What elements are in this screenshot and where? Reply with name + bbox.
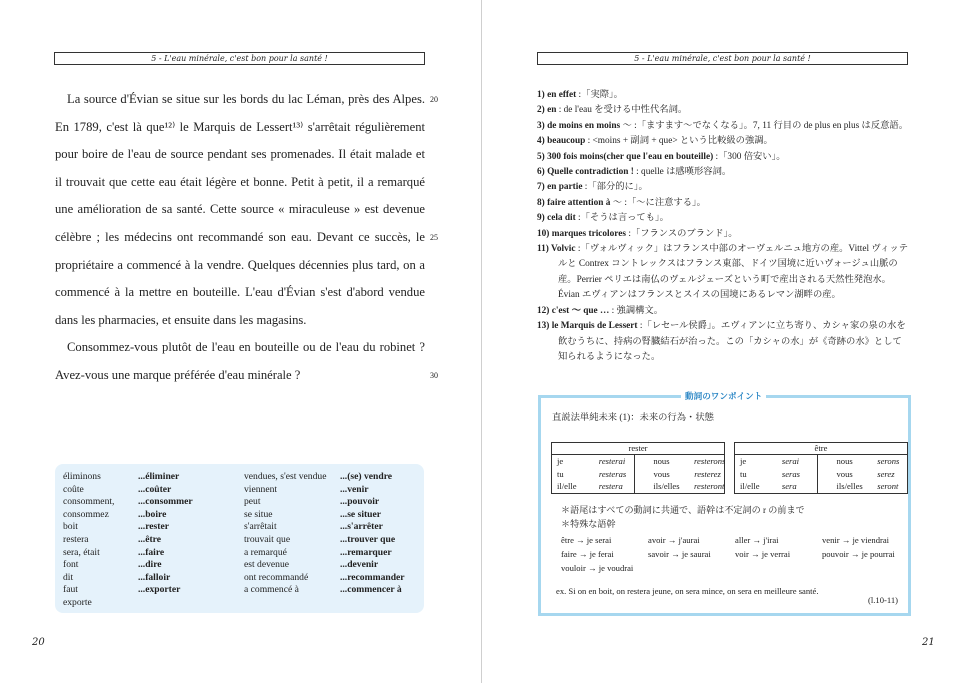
vocab-item: ...boire	[138, 508, 167, 520]
irregular-row	[561, 533, 909, 547]
vocab-item: ...rester	[138, 521, 169, 533]
vocab-item: ...faire	[138, 546, 165, 558]
vocab-item: ...s'arrêter	[340, 521, 383, 533]
note-text: : quelle は感嘆形容詞。	[633, 167, 732, 178]
note-item	[537, 88, 909, 103]
note-term: 10) marques tricolores	[537, 228, 626, 239]
line-number: 25	[430, 233, 438, 242]
vocab-item: ...se situer	[340, 508, 382, 520]
note-text: 〜 :「ますます〜でなくなる」。7, 11 行目の de plus en plus は反意語。	[620, 120, 909, 131]
note-text: :「ヴォルヴィック」はフランス中部のオーヴェルニュ地方の産。Vittel ヴィッテルと Contrex コントレックスはフランス東部、ドイツ国境に近いヴォージュ山脈の産。Perrier ペリエは南仏のヴェルジェーズという町で産出される天然性発泡水。Évian エヴィアンはフランスとスイスの国境にあるレマン湖畔の産。	[558, 244, 909, 301]
vocab-item: éliminons	[63, 471, 101, 482]
left-page	[0, 0, 481, 683]
verb-form: seront	[877, 481, 899, 492]
verb-form: resteras	[598, 468, 627, 479]
vocab-col-forms-2	[244, 471, 326, 597]
note-term: 9) cela dit	[537, 213, 576, 224]
vocab-item: ...trouver que	[340, 533, 396, 545]
vocab-item: viennent	[244, 483, 278, 495]
vocab-item: ...consommer	[138, 496, 193, 508]
conjugation-row	[552, 480, 724, 493]
irregular-form: venir → je viendrai	[822, 535, 890, 545]
vocab-item: ont recommandé	[244, 571, 309, 583]
note-term: 2) en	[537, 105, 557, 116]
vocab-item: se situe	[244, 508, 273, 520]
note-item	[537, 319, 909, 365]
note-term: 1) en effet	[537, 90, 577, 100]
line-number: 20	[430, 95, 438, 104]
pronoun: je	[740, 456, 747, 466]
vocab-item: consommez	[63, 508, 109, 520]
table-divider	[817, 455, 818, 493]
pronoun: tu	[557, 468, 564, 479]
verb-form: sera	[781, 481, 797, 492]
note-text: 〜 :「〜に注意する」。	[610, 197, 706, 208]
note-term: 6) Quelle contradiction !	[537, 167, 634, 178]
vocabulary-box	[55, 464, 424, 613]
irregular-form: pouvoir → je pourrai	[822, 549, 895, 559]
irregular-form: être → je serai	[561, 535, 612, 545]
vocab-col-infinitives-1	[138, 471, 193, 597]
note-item	[537, 180, 909, 195]
paragraph-1: La source d'Évian se situe sur les bords du lac Léman, près des Alpes. En 1789, c'est là que¹²⁾ le Marquis de Lessert¹³⁾ s'arrêtait régulièrement pour boire de l'eau de source pendant ses promenades. Il était malade et il trouvait que cette eau était légère et bonne. Petit à petit, il a remarqué une amélioration de sa santé. Cette source « miraculeuse » est devenue célèbre ; les médecins ont recommandé son eau. Devant ce succès, le propriétaire a commencé à la vendre. Quelques décennies plus tard, on a commencé à la mettre en bouteille. L'eau d'Évian s'est d'abord vendue dans les pharmacies, et ensuite dans les magasins.	[55, 92, 425, 327]
conjugation-row	[552, 455, 724, 468]
grammar-box-title: 動詞のワンポイント	[681, 390, 766, 402]
conjugation-table-etre	[734, 442, 908, 494]
irregular-stems	[561, 533, 909, 575]
vocab-item: ...venir	[340, 483, 369, 495]
irregular-form: faire → je ferai	[561, 549, 614, 559]
vocab-item: ...(se) vendre	[340, 471, 393, 482]
vocab-item: s'arrêtait	[244, 521, 277, 533]
note-item	[537, 119, 909, 134]
irregular-form: avoir → j'aurai	[648, 535, 700, 545]
grammar-notes	[561, 503, 805, 532]
note-text: :「そうは言っても」。	[575, 213, 669, 224]
note-text: :「部分的に」。	[582, 182, 648, 193]
conjugation-row	[552, 468, 724, 481]
vocab-item: a commencé à	[244, 584, 299, 596]
irregular-row	[561, 547, 909, 561]
vocab-item: sera, était	[63, 546, 100, 558]
note-item	[537, 134, 909, 149]
vocab-item: ...devenir	[340, 559, 379, 571]
grammar-note: ＊特殊な語幹	[561, 519, 616, 530]
vocab-item: boit	[63, 521, 78, 533]
note-text: : <moins + 副詞 + que> という比較級の強調。	[585, 136, 773, 147]
grammar-box	[538, 391, 911, 616]
note-term: 4) beaucoup	[537, 136, 586, 147]
example-sentence: ex. Si on en boit, on restera jeune, on sera mince, on sera en meilleure santé.	[556, 586, 819, 596]
verb-form: resterai	[598, 456, 626, 466]
note-text: :「フランスのブランド」。	[626, 228, 738, 239]
vocab-item: exporte	[63, 596, 92, 608]
irregular-form: savoir → je saurai	[648, 549, 711, 559]
vocab-item: faut	[63, 584, 78, 596]
conjugation-verb: être	[735, 443, 907, 455]
note-item	[537, 150, 909, 165]
vocab-item: est devenue	[244, 559, 290, 571]
pronoun: ils/elles	[653, 481, 680, 492]
irregular-form: vouloir → je voudrai	[561, 563, 634, 573]
vocab-item: font	[63, 559, 79, 571]
conjugation-row	[735, 455, 907, 468]
pronoun: ils/elles	[836, 481, 863, 492]
verb-form: resteront	[694, 481, 725, 492]
irregular-form: voir → je verrai	[735, 549, 791, 559]
line-reference: (l.10-11)	[868, 595, 898, 605]
pronoun: je	[557, 456, 564, 466]
vocab-item: ...pouvoir	[340, 496, 380, 508]
vocab-item: ...coûter	[138, 483, 172, 495]
note-item	[537, 165, 909, 180]
vocab-item: dit	[63, 571, 74, 583]
note-term: 5) 300 fois moins(cher que l'eau en bouteille)	[537, 151, 714, 162]
paragraph-2: Consommez-vous plutôt de l'eau en bouteille ou de l'eau du robinet ? Avez-vous une marque préférée d'eau minérale ?	[55, 340, 425, 382]
note-term: 13) le Marquis de Lessert	[537, 321, 638, 332]
page-number: 21	[922, 637, 935, 648]
vocab-item: ...éliminer	[138, 471, 180, 482]
verb-form: serons	[877, 456, 900, 466]
note-item	[537, 304, 909, 319]
note-term: 8) faire attention à	[537, 197, 611, 208]
pronoun: nous	[836, 456, 853, 466]
note-term: 11) Volvic	[537, 244, 576, 255]
vocab-item: trouvait que	[244, 533, 291, 545]
grammar-note: ＊語尾はすべての動詞に共通で、語幹は不定詞の r の前まで	[561, 505, 805, 515]
page-header: 5 - L'eau minérale, c'est bon pour la santé !	[54, 52, 425, 65]
vocab-item: ...commencer à	[340, 584, 402, 596]
irregular-form: aller → j'irai	[735, 535, 779, 545]
pronoun: vous	[653, 468, 670, 479]
pronoun: nous	[653, 456, 670, 466]
vocab-item: ...recommander	[340, 571, 405, 583]
pronoun: vous	[836, 468, 853, 479]
verb-form: resterons	[694, 456, 726, 466]
vocab-item: ...dire	[138, 559, 162, 571]
page-header: 5 - L'eau minérale, c'est bon pour la santé !	[537, 52, 908, 65]
page-number: 20	[32, 637, 45, 648]
irregular-row	[561, 561, 909, 575]
note-item	[537, 103, 909, 118]
vocab-item: vendues, s'est vendue	[244, 471, 327, 482]
vocab-item: a remarqué	[244, 546, 287, 558]
note-term: 7) en partie	[537, 182, 583, 193]
note-term: 12) c'est 〜 que …	[537, 305, 610, 316]
note-text: :「実際」。	[576, 90, 623, 100]
vocab-item: ...falloir	[138, 571, 171, 583]
vocab-item: consomment,	[63, 496, 115, 508]
grammar-box-subtitle: 直説法単純未来 (1)：未来の行為・状態	[552, 413, 714, 423]
note-item	[537, 211, 909, 226]
vocab-item: ...exporter	[138, 584, 181, 596]
note-item	[537, 227, 909, 242]
vocab-item: ...remarquer	[340, 546, 392, 558]
vocab-col-infinitives-2	[340, 471, 405, 597]
verb-form: seras	[781, 468, 800, 479]
conjugation-verb: rester	[552, 443, 724, 455]
conjugation-row	[735, 480, 907, 493]
vocab-item: ...être	[138, 533, 161, 545]
note-term: 3) de moins en moins	[537, 120, 621, 131]
verb-form: serez	[877, 468, 895, 479]
vocab-col-forms-1	[63, 471, 114, 610]
conjugation-table-rester	[551, 442, 725, 494]
note-text: :「レセール侯爵」。エヴィアンに立ち寄り、カシャ家の泉の水を飲むうちに、持病の腎臓結石が治った。この「カシャの水」が《奇跡の水》として知られるようになった。	[558, 321, 906, 362]
conjugation-row	[735, 468, 907, 481]
line-number: 30	[430, 371, 438, 380]
pronoun: il/elle	[740, 481, 760, 492]
verb-form: serai	[781, 456, 800, 466]
vocab-item: restera	[63, 533, 89, 545]
vocab-item: peut	[244, 496, 261, 508]
verb-form: resterez	[694, 468, 721, 479]
verb-form: restera	[598, 481, 623, 492]
note-text: : de l'eau を受ける中性代名詞。	[556, 105, 688, 116]
pronoun: il/elle	[557, 481, 577, 492]
table-divider	[634, 455, 635, 493]
notes-list	[537, 88, 909, 365]
pronoun: tu	[740, 468, 747, 479]
note-item	[537, 196, 909, 211]
note-item	[537, 242, 909, 304]
main-text	[55, 86, 425, 390]
note-text: :「300 倍安い」。	[713, 151, 786, 162]
note-text: : 強調構文。	[609, 305, 664, 316]
vocab-item: coûte	[63, 483, 84, 495]
